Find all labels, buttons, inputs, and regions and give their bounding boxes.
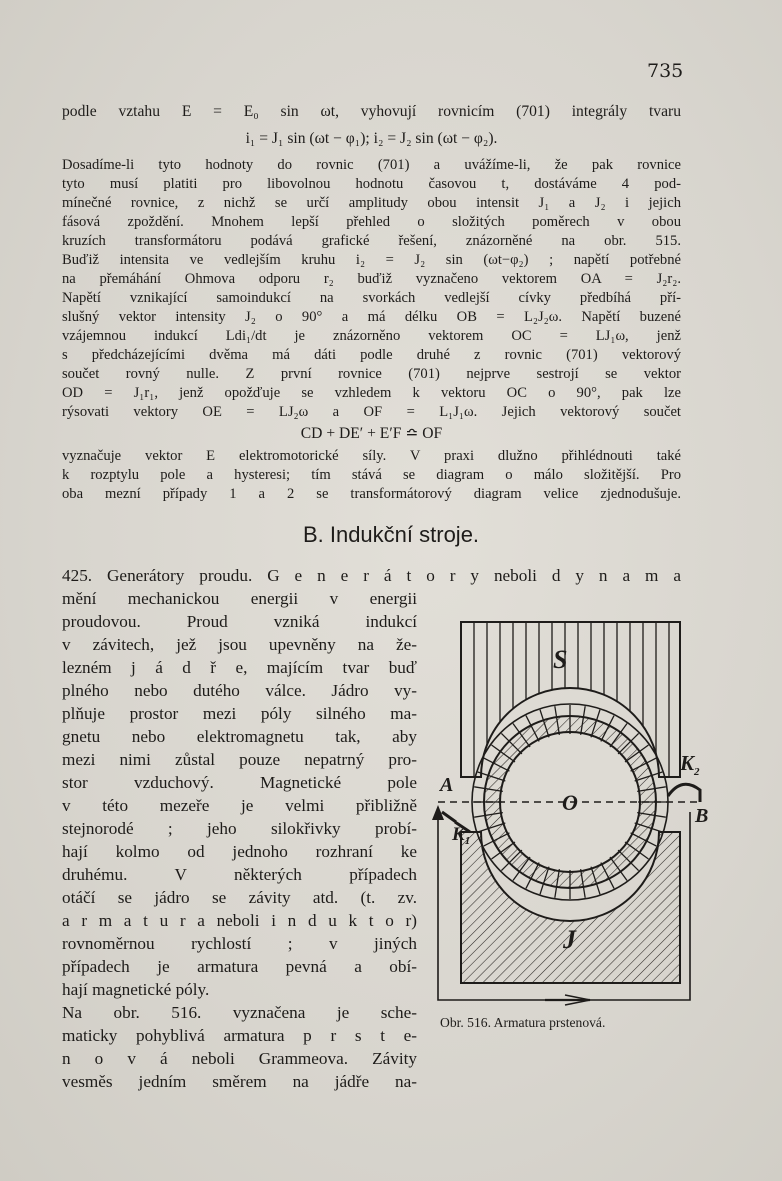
column-line: proudovou. Proud vzniká indukcí — [62, 612, 417, 631]
column-line: a r m a t u r a neboli i n d u k t o r) — [62, 911, 417, 930]
column-line: v této mezeře je velmi přibližně — [62, 796, 417, 815]
column-line: případech je armatura pevná a obí- — [62, 957, 417, 976]
text-line: podle vztahu E = E₀ sin ωt, vyhovují rovnicím (701) integrály tvaru — [62, 103, 681, 120]
label-k1-sub: 1 — [464, 835, 471, 847]
text-line: vyznačuje vektor E elektromotorické síly. V praxi dlužno přihlédnouti také — [62, 448, 681, 464]
ring-armature-figure — [418, 610, 718, 1015]
column-line: n o v á neboli Grammeova. Závity — [62, 1049, 417, 1068]
section-heading: B. Indukční stroje. — [302, 522, 480, 547]
column-line: maticky pohyblivá armatura p r s t e- — [62, 1026, 417, 1045]
label-a: A — [440, 774, 454, 796]
column-line: rovnoměrnou rychlostí ; v jiných — [62, 934, 417, 953]
label-j: J — [563, 925, 576, 954]
column-line: otáčí se jádro se závity atd. (t. zv. — [62, 888, 417, 907]
label-b: B — [695, 805, 709, 827]
text-line: Dosadíme-li tyto hodnoty do rovnic (701) a uvážíme-li, že pak rovnice — [62, 157, 681, 173]
text-line: s předcházejícími dvěma má dáti podle druhé z rovnic (701) vektorový — [62, 347, 681, 363]
column-line: mezi nimi zůstal pouze nepatrný pro- — [62, 750, 417, 769]
column-line: vesměs jedním směrem na jádře na- — [62, 1072, 417, 1091]
text-line: kruzích transformátoru podává grafické řešení, znázorněné na obr. 515. — [62, 233, 681, 249]
column-line: stor vzduchový. Magnetické pole — [62, 773, 417, 792]
text-line: k rozptylu pole a hysteresi; tím stává se diagram o málo složitější. Pro — [62, 467, 681, 483]
text-line: vzájemnou indukcí Ldi₁/dt je znázorněno vektorem OC = LJ₁ω, jenž — [62, 328, 681, 344]
figure-caption: Obr. 516. Armatura prstenová. — [440, 1015, 606, 1030]
column-line: mění mechanickou energii v energii — [62, 589, 417, 608]
text-line: Napětí vznikající samoindukcí na svorkách vedlejší cívky předbíhá pří- — [62, 290, 681, 306]
column-line: hají magnetické póly. — [62, 980, 210, 999]
column-line: Na obr. 516. vyznačena je sche- — [62, 1003, 417, 1022]
text-line: tyto musí platiti pro libovolnou hodnotu časovou t, dostáváme 4 pod- — [62, 176, 681, 192]
text-line: fásová zpoždění. Mnohem lepší přehled o složitých poměrech v obou — [62, 214, 681, 230]
paragraph-first-line: 425. Generátory proudu. G e n e r á t o r y neboli d y n a m a — [62, 566, 681, 585]
column-line: gnetu nebo elektromagnetu tak, aby — [62, 727, 417, 746]
column-line: v závitech, jež jsou upevněny na že- — [62, 635, 417, 654]
brush-right — [668, 784, 700, 802]
text-line: součet rovný nulle. Z první rovnice (701) nejprve sestrojí se vektor — [62, 366, 681, 382]
text-line: na přemáhání Ohmova odporu r₂ buďiž vyznačeno vektorem OA = J₂r₂. — [62, 271, 681, 287]
page-number: 735 — [647, 60, 684, 82]
equation-line: CD + DE′ + E′F ≏ OF — [300, 425, 443, 442]
svg-text:K2 — [679, 751, 700, 778]
column-line: hají kolmo od jednoho rozhraní ke — [62, 842, 417, 861]
text-line: oba mezní případy 1 a 2 se transformátorový diagram velice zjednodušuje. — [62, 486, 681, 502]
column-line: lezném j á d ř e, majícím tvar buď — [62, 658, 417, 677]
text-line: OD = J₁r₁, jenž opožďuje se vzhledem k vektoru OC o 90°, pak lze — [62, 385, 681, 401]
label-k1: K — [452, 824, 465, 845]
column-line: druhému. V některých případech — [62, 865, 417, 884]
text-line: slušný vektor intensity J₂ o 90° a má délku OB = L₂J₂ω. Napětí buzené — [62, 309, 681, 325]
label-k2-sub: 2 — [694, 766, 700, 778]
label-s: S — [553, 645, 568, 674]
svg-text:K1 — [451, 824, 470, 847]
column-line: plného nebo dutého válce. Jádro vy- — [62, 681, 417, 700]
equation-line: i₁ = J₁ sin (ωt − φ₁); i₂ = J₂ sin (ωt − φ₂). — [245, 130, 498, 147]
text-line: rýsovati vektory OE = LJ₂ω a OF = L₁J₁ω. Jejich vektorový součet — [62, 404, 681, 420]
column-line: plňuje prostor mezi póly silného ma- — [62, 704, 417, 723]
label-o: O — [562, 790, 578, 815]
text-line: mínečné rovnice, z nichž se určí amplitudy obou intensit J₁ a J₂ i jejich — [62, 195, 681, 211]
label-k2: K — [680, 751, 695, 775]
text-line: Buďiž intensita ve vedlejším kruhu i₂ = J₂ sin (ωt−φ₂) ; napětí potřebné — [62, 252, 681, 268]
column-line: stejnorodé ; jeho silokřivky probí- — [62, 819, 417, 838]
